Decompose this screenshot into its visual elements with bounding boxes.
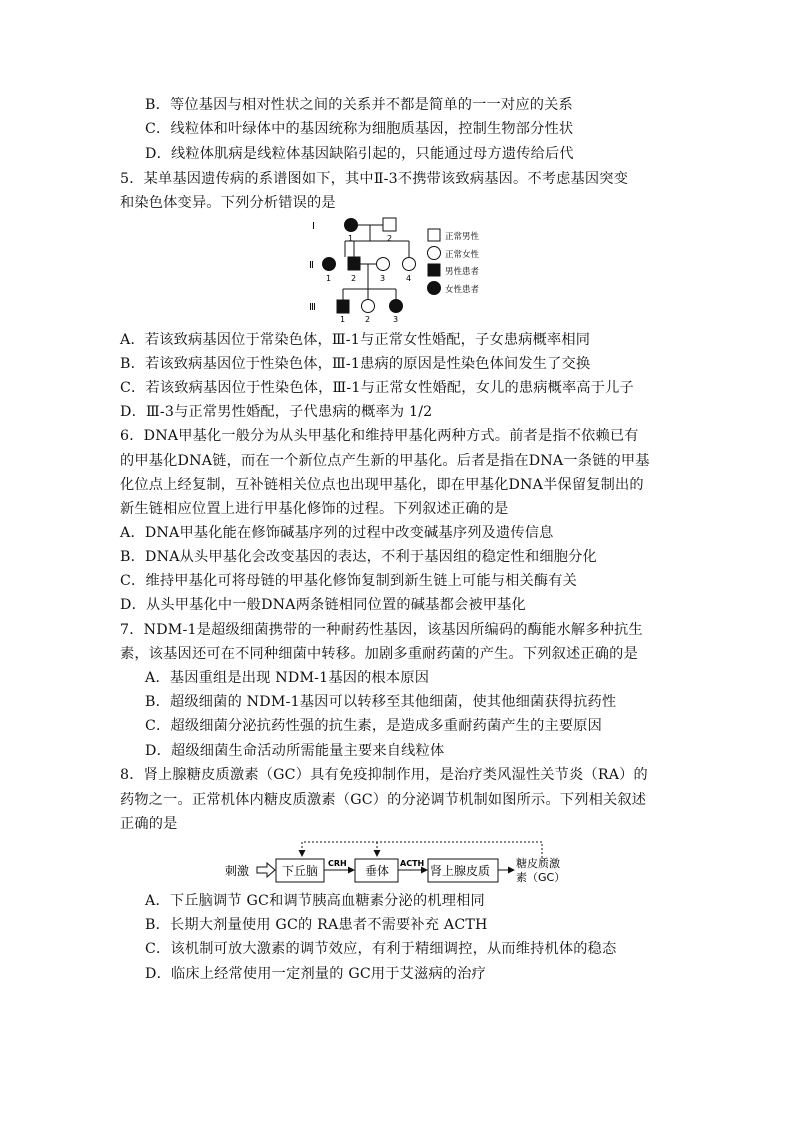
- q6-stem-line2: 的甲基化DNA链，而在一个新位点产生新的甲基化。后者是指在DNA一条链的甲基: [120, 453, 650, 469]
- q8-option-d: D．临床上经常使用一定剂量的 GC用于艾滋病的治疗: [145, 966, 487, 982]
- num-II1: 1: [326, 274, 332, 283]
- pedigree-II2-affected-male: [348, 257, 360, 270]
- pedigree-III1-affected-male: [337, 300, 349, 313]
- label-gc-line2: 素（GC）: [516, 871, 566, 884]
- q5-option-a: A．若该致病基因位于常染色体，Ⅲ-1与正常女性婚配，子女患病概率相同: [120, 332, 591, 348]
- label-acth: ACTH: [400, 859, 425, 868]
- label-adrenal-cortex: 肾上腺皮质: [430, 864, 491, 878]
- pedigree-III3-affected-female: [390, 300, 403, 313]
- label-stimulus: 刺激: [225, 864, 250, 878]
- gen-label-I: Ⅰ: [312, 221, 315, 232]
- q7-option-b: B．超级细菌的 NDM-1基因可以转移至其他细菌，使其他细菌获得抗药性: [145, 694, 617, 710]
- q6-stem-line1: 6．DNA甲基化一般分为从头甲基化和维持甲基化两种方式。前者是指不依赖已有: [120, 428, 639, 444]
- q7-option-a: A．基因重组是出现 NDM-1基因的根本原因: [145, 670, 430, 686]
- pedigree-chart: [300, 212, 500, 324]
- q4-option-d: D．线粒体肌病是线粒体基因缺陷引起的，只能通过母方遗传给后代: [145, 146, 574, 162]
- legend-normal-female-symbol: [428, 247, 441, 260]
- pedigree-I1-affected-female: [345, 219, 358, 232]
- q6-option-b: B．DNA从头甲基化会改变基因的表达，不利于基因组的稳定性和细胞分化: [120, 549, 597, 565]
- label-crh: CRH: [328, 859, 347, 868]
- q5-stem-line2: 和染色体变异。下列分析错误的是: [120, 195, 336, 211]
- legend-affected-male-symbol: [428, 264, 440, 276]
- q6-option-c: C．维持甲基化可将母链的甲基化修饰复制到新生链上可能与相关酶有关: [120, 573, 578, 589]
- legend-normal-female: 正常女性: [445, 250, 480, 260]
- num-I2: 2: [387, 234, 393, 243]
- q5-option-b: B．若该致病基因位于性染色体，Ⅲ-1患病的原因是性染色体间发生了交换: [120, 356, 591, 372]
- pedigree-III2-normal-female: [362, 300, 375, 313]
- q6-option-a: A．DNA甲基化能在修饰碱基序列的过程中改变碱基序列及遗传信息: [120, 525, 554, 541]
- q8-stem-line1: 8．肾上腺糖皮质激素（GC）具有免疫抑制作用，是治疗类风湿性关节炎（RA）的: [120, 767, 648, 783]
- q8-stem-line2: 药物之一。正常机体内糖皮质激素（GC）的分泌调节机制如图所示。下列相关叙述: [120, 792, 647, 808]
- legend-affected-female: 女性患者: [445, 285, 480, 295]
- num-II4: 4: [406, 274, 412, 283]
- num-I1: 1: [348, 234, 354, 243]
- gc-regulation-diagram: [222, 836, 582, 886]
- q5-stem-line1: 5．某单基因遗传病的系谱图如下，其中Ⅱ-3不携带该致病基因。不考虑基因突变: [120, 171, 629, 187]
- q6-stem-line3: 化位点上经复制，互补链相关位点也出现甲基化，即在甲基化DNA半保留复制出的: [120, 477, 644, 493]
- q8-stem-line3: 正确的是: [120, 816, 178, 832]
- gen-label-III: Ⅲ: [309, 302, 316, 313]
- num-II3: 3: [380, 274, 386, 283]
- legend-affected-male: 男性患者: [445, 267, 480, 277]
- q6-option-d: D．从头甲基化中一般DNA两条链相同位置的碱基都会被甲基化: [120, 597, 526, 613]
- legend-affected-female-symbol: [428, 282, 441, 295]
- q5-option-c: C．若该致病基因位于性染色体，Ⅲ-1与正常女性婚配，女儿的患病概率高于儿子: [120, 380, 634, 396]
- q7-option-c: C．超级细菌分泌抗药性强的抗生素，是造成多重耐药菌产生的主要原因: [145, 718, 603, 734]
- q8-option-b: B．长期大剂量使用 GC的 RA患者不需要补充 ACTH: [145, 917, 488, 933]
- gen-label-II: Ⅱ: [309, 260, 314, 271]
- pedigree-I2-normal-male: [383, 218, 396, 231]
- num-III2: 2: [365, 315, 371, 324]
- label-pituitary: 垂体: [365, 864, 390, 878]
- q4-option-c: C．线粒体和叶绿体中的基因统称为细胞质基因，控制生物部分性状: [145, 121, 574, 137]
- label-gc-line1: 糖皮质激: [516, 857, 560, 870]
- pedigree-II3-normal-female: [377, 258, 390, 271]
- q8-option-a: A．下丘脑调节 GC和调节胰高血糖素分泌的机理相同: [145, 893, 485, 909]
- label-hypothalamus: 下丘脑: [282, 864, 319, 878]
- pedigree-II1-affected-female: [323, 258, 336, 271]
- q5-option-d: D．Ⅲ-3与正常男性婚配，子代患病的概率为 1/2: [120, 404, 433, 420]
- q7-stem-line1: 7．NDM-1是超级细菌携带的一种耐药性基因，该基因所编码的酶能水解多种抗生: [120, 622, 643, 638]
- q7-stem-line2: 素，该基因还可在不同种细菌中转移。加剧多重耐药菌的产生。下列叙述正确的是: [120, 646, 638, 662]
- stimulus-hollow-arrow-icon: [257, 863, 275, 877]
- q7-option-d: D．超级细菌生命活动所需能量主要来自线粒体: [145, 743, 445, 759]
- legend-normal-male: 正常男性: [445, 232, 480, 242]
- num-III3: 3: [393, 315, 399, 324]
- q6-stem-line4: 新生链相应位置上进行甲基化修饰的过程。下列叙述正确的是: [120, 501, 509, 517]
- num-III1: 1: [340, 315, 346, 324]
- pedigree-II4-normal-female: [403, 258, 416, 271]
- q4-option-b: B．等位基因与相对性状之间的关系并不都是简单的一一对应的关系: [145, 97, 573, 113]
- q8-option-c: C．该机制可放大激素的调节效应，有利于精细调控，从而维持机体的稳态: [145, 941, 617, 957]
- num-II2: 2: [351, 274, 357, 283]
- legend-normal-male-symbol: [428, 229, 440, 241]
